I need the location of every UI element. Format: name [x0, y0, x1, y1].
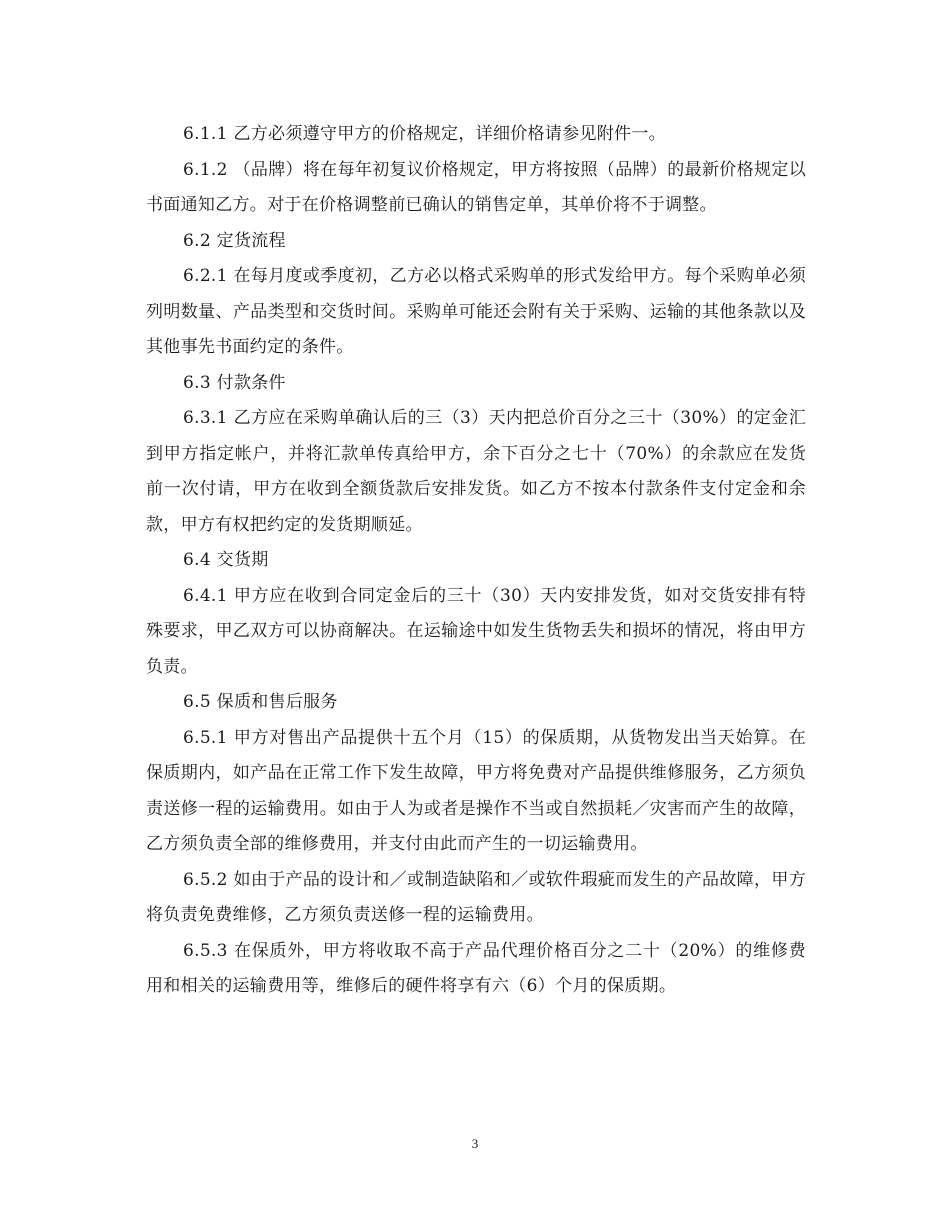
heading-6-5: 6.5 保质和售后服务	[183, 692, 338, 712]
paragraph-6-1-2: 6.1.2 （品牌）将在每年初复议价格规定，甲方将按照（品牌）的最新价格规定以书面通知乙方。对于在价格调整前已确认的销售定单，其单价将不于调整。	[146, 159, 806, 215]
page-number: 3	[471, 1136, 479, 1151]
heading-6-4: 6.4 交货期	[183, 550, 269, 570]
paragraph-6-5-2: 6.5.2 如由于产品的设计和／或制造缺陷和／或软件瑕疵而发生的产品故障，甲方将负责免费维修，乙方须负责送修一程的运输费用。	[146, 869, 806, 925]
heading-6-2: 6.2 定货流程	[183, 230, 286, 251]
paragraph-6-3-1: 6.3.1 乙方应在采购单确认后的三（3）天内把总价百分之三十（30%）的定金汇到甲方指定帐户，并将汇款单传真给甲方，余下百分之七十（70%）的余款应在发货前一次付请，甲方在收到全额货款后安排发货。如乙方不按本付款条件支付定金和余款，甲方有权把约定的发货期顺延。	[146, 408, 806, 535]
paragraph-6-4-1: 6.4.1 甲方应在收到合同定金后的三十（30）天内安排发货，如对交货安排有特殊要求，甲乙双方可以协商解决。在运输途中如发生货物丢失和损坏的情况，将由甲方负责。	[146, 585, 806, 677]
paragraph-6-2-1: 6.2.1 在每月度或季度初，乙方必以格式采购单的形式发给甲方。每个采购单必须列明数量、产品类型和交货时间。采购单可能还会附有关于采购、运输的其他条款以及其他事先书面约定的条件。	[146, 266, 806, 357]
paragraph-6-5-3: 6.5.3 在保质外，甲方将收取不高于产品代理价格百分之二十（20%）的维修费用和相关的运输费用等，维修后的硬件将享有六（6）个月的保质期。	[146, 940, 806, 996]
heading-6-3: 6.3 付款条件	[183, 372, 286, 393]
paragraph-6-5-1: 6.5.1 甲方对售出产品提供十五个月（15）的保质期，从货物发出当天始算。在保质期内，如产品在正常工作下发生故障，甲方将免费对产品提供维修服务，乙方须负责送修一程的运输费用。如由于人为或者是操作不当或自然损耗／灾害而产生的故障，乙方须负责全部的维修费用，并支付由此而产生的一切运输费用。	[146, 727, 806, 854]
document-body	[146, 117, 806, 1005]
paragraph-6-1-1: 6.1.1 乙方必须遵守甲方的价格规定，详细价格请参见附件一。	[183, 124, 666, 144]
